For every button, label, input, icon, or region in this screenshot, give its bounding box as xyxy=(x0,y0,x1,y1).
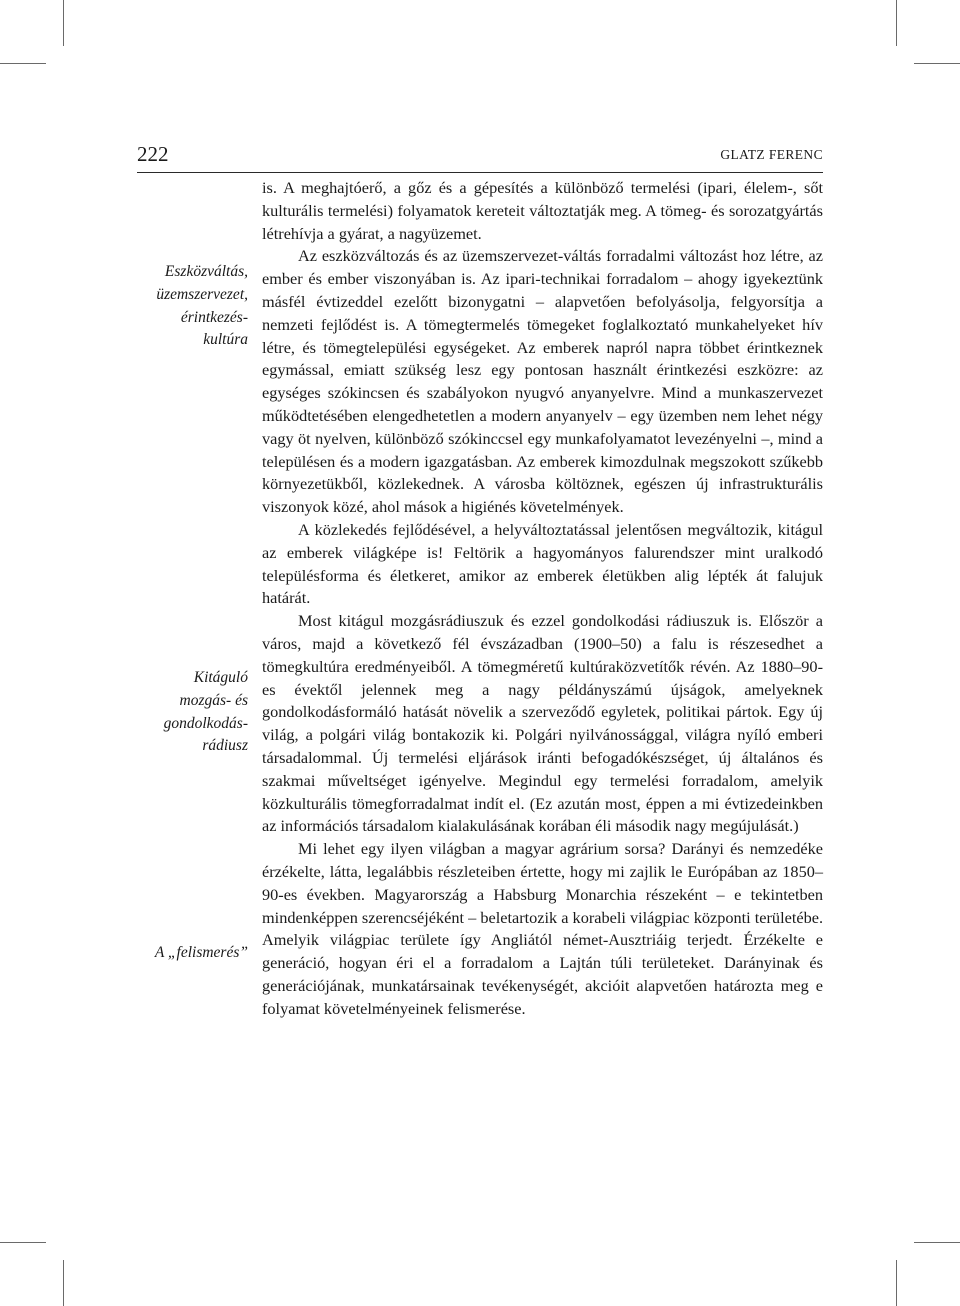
crop-mark xyxy=(0,63,46,64)
crop-mark xyxy=(896,1260,897,1306)
page-number: 222 xyxy=(137,142,169,166)
margin-note-kitagulo xyxy=(118,667,248,758)
margin-note-felismeres xyxy=(118,942,248,965)
margin-note-line: érintkezés- xyxy=(180,308,248,326)
margin-note-line: rádiusz xyxy=(202,737,248,755)
page-header xyxy=(137,142,823,166)
crop-mark xyxy=(63,1260,64,1306)
header-rule xyxy=(137,172,823,173)
crop-mark xyxy=(914,63,960,64)
margin-note-line: kultúra xyxy=(203,331,248,349)
crop-mark xyxy=(896,0,897,46)
margin-note-line: Eszközváltás, xyxy=(164,263,248,280)
paragraph: is. A meghajtóerő, a gőz és a gépesítés a különböző termelési (ipari, élelem-, sőt kulturális termelési) folyamatok kereteit változtatják meg. A tömeg- és sorozatgyártás létrehívja a gyárat, a nagyüzemet. xyxy=(262,178,823,243)
paragraph: A közlekedés fejlődésével, a helyváltoztatással jelentősen megváltozik, kitágul az emberek világképe is! Feltörik a hagyományos falurendszer mint uralkodó településforma és életkeret, amikor az emberek életükben alig lépték át falujuk határát. xyxy=(262,519,823,608)
paragraph: Most kitágul mozgásrádiuszuk és ezzel gondolkodási rádiuszuk is. Először a város, majd a következő fél évszázadban (1900–50) a falu is részesedhet a tömegkultúra eredményeiből. A tömegméretű kultúraközvetítők révén. Az 1880–90-es évektől jelennek meg a nagy példányszámú újságok, amelyeknek gondolkodásformáló hatását növelik a szerveződő egyletek, politikai pártok. Egy új világ, a polgári világ bontakozik ki. Polgári nyilvánossággal, világra nyíló emberi társadalommal. Új termelési eljárások iránti befogadókészséget, új általános és szakmai műveltséget igényelve. Megindul egy termelési forradalom, amelyik közkulturális tömegforradalmat indít el. (Ez azután most, éppen a mi évtizedeinkben az információs társadalom kialakulásának korában éli második nagy megújulását.) xyxy=(262,611,823,836)
paragraph: Mi lehet egy ilyen világban a magyar agrárium sorsa? Darányi és nemzedéke érzékelte, látta, legalábbis részleteiben értette, hogy mi zajlik le Európában az 1850–90-es években. Magyarország a Habsburg Monarchia részeként – e tekintetben mindenképpen szerencséjéként – beletartozik a korabeli világpiac központi területébe. Amelyik világpiac területe így Angliától német-Ausztriáig terjedt. Érzékelte e generáció, hogyan éri el a forradalom a Lajtán túli területeket. Darányinak és generációjának, munkatársainak tevékenységét, akcióit alapvetően határozta meg e folyamat követelményeinek felismerése. xyxy=(262,839,824,1018)
crop-mark xyxy=(0,1242,46,1243)
margin-note-line: üzemszervezet, xyxy=(156,285,248,303)
crop-mark xyxy=(63,0,64,46)
margin-note-eszkozvaltas xyxy=(118,261,248,352)
margin-note-line: Kitáguló xyxy=(193,669,248,686)
paragraph: Az eszközváltozás és az üzemszervezet-váltás forradalmi változást hoz létre, az ember és ember viszonyában is. Az ipari-technikai forradalom – ahogy igyekeztünk másfél évtizeddel ezelőtt bizonygatni – alapvetően befolyásolja, felgyorsítja a nemzeti fejlődést is. A tömegtermelés tömegeket foglalkoztató munkahelyeket hív létre, és tömegtelepülési egységeket. Az emberek napról napra többet érintkeznek egymással, emiatt szükség lesz egy pontosan használt érintkezési eszközre: az egységes szókincsen és szabályokon nyugvó anyanyelvre. Mind a munkaszervezet működtetésében elengedhetetlen a modern anyanyelv – egy üzemben nem lehet négy vagy öt nyelven, különböző szókinccsel egy munkafolyamatot levezényelni –, mind a településen és a modern igazgatásban. Az emberek kimozdulnak megszokott szűkebb környezetükből, közlekednek. A városba költöznek, egészen új infrastrukturális viszonyok közé, ahol mások a higiénés követelmények. xyxy=(262,246,823,517)
crop-mark xyxy=(914,1242,960,1243)
body-text xyxy=(262,177,823,1020)
margin-note-line: mozgás- és xyxy=(179,691,248,709)
running-head-author: GLATZ FERENC xyxy=(720,147,823,162)
margin-note-line: A „felismerés” xyxy=(154,944,248,961)
margin-note-line: gondolkodás- xyxy=(163,714,248,732)
